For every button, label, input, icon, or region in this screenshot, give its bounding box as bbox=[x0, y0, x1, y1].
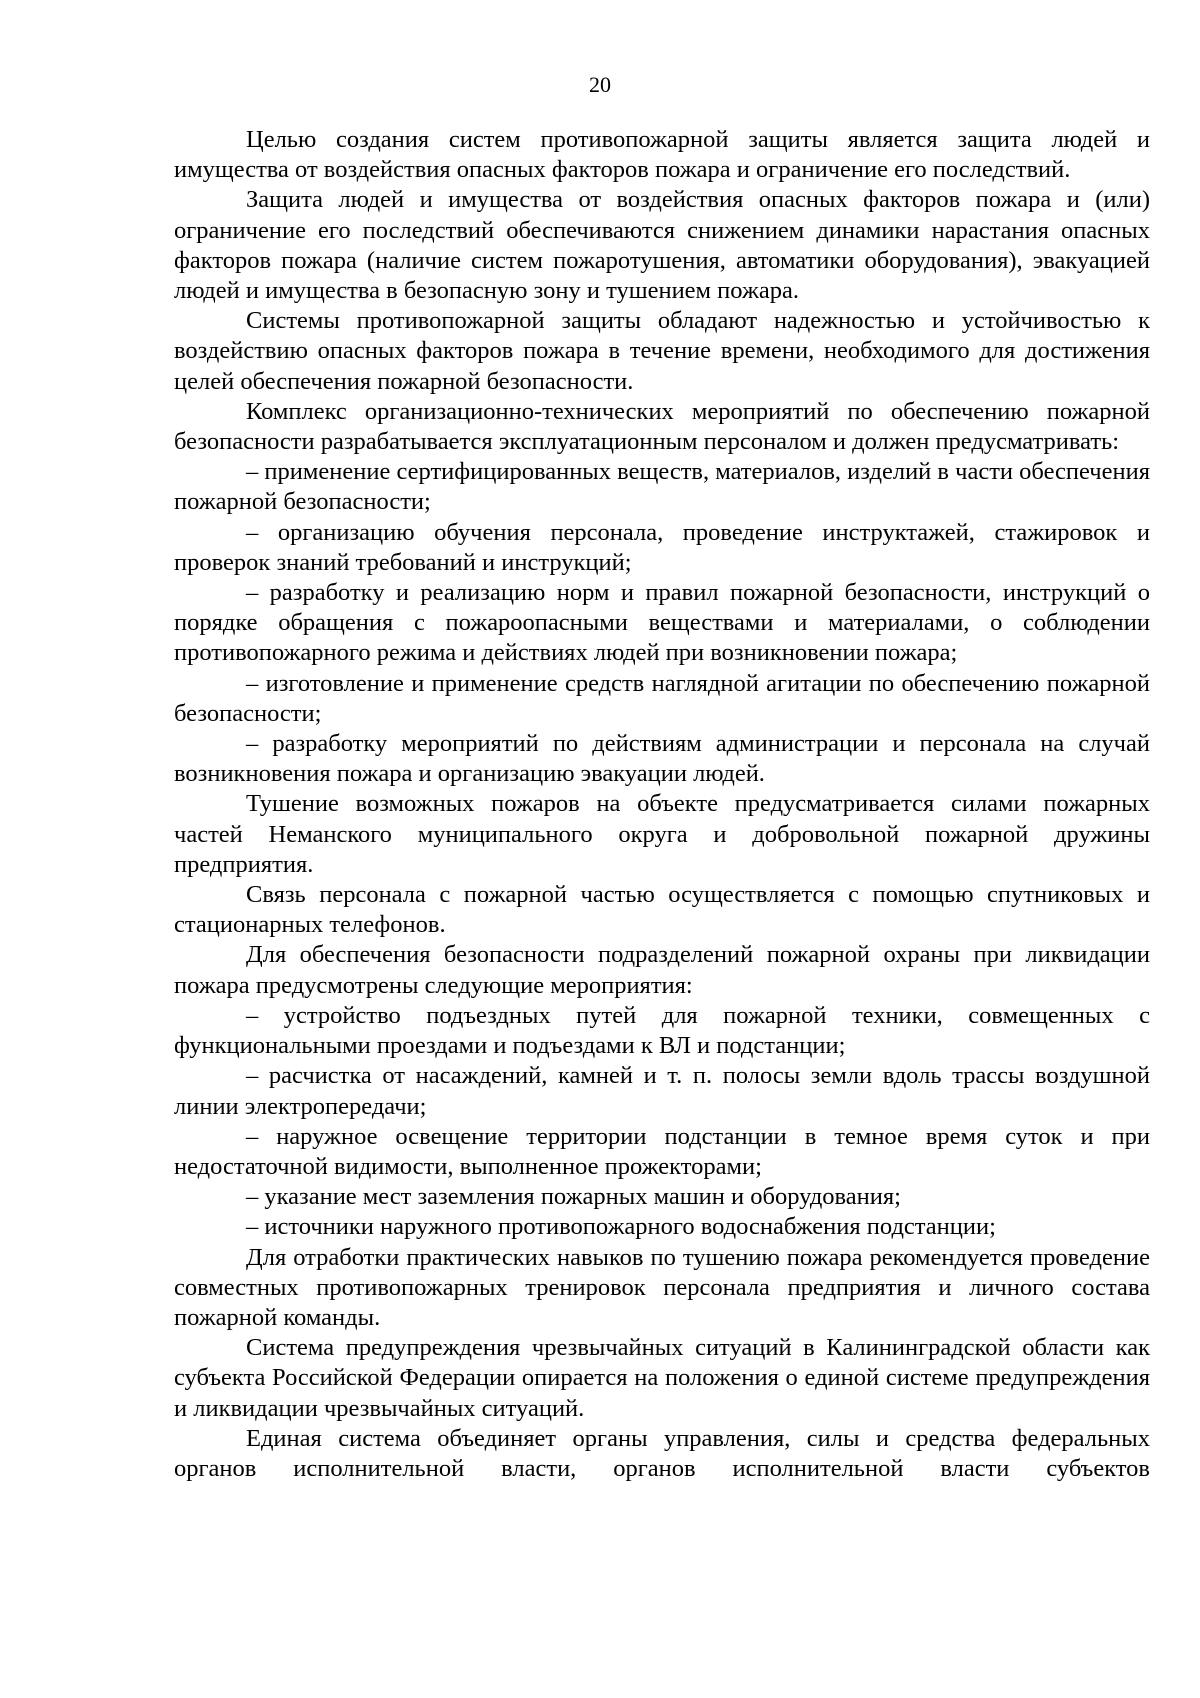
paragraph: Система предупреждения чрезвычайных ситуаций в Калининградской области как субъекта Российской Федерации опирается на положения о единой системе предупреждения и ликвидации чрезвычайных ситуаций. bbox=[174, 1334, 1150, 1422]
paragraph: Системы противопожарной защиты обладают надежностью и устойчивостью к воздействию опасных факторов пожара в течение времени, необходимого для достижения целей обеспечения пожарной безопасности. bbox=[174, 307, 1150, 395]
paragraph: Связь персонала с пожарной частью осуществляется с помощью спутниковых и стационарных телефонов. bbox=[174, 881, 1150, 939]
paragraph: Тушение возможных пожаров на объекте предусматривается силами пожарных частей Неманского муниципального округа и добровольной пожарной дружины предприятия. bbox=[174, 790, 1150, 878]
paragraph: Для обеспечения безопасности подразделений пожарной охраны при ликвидации пожара предусмотрены следующие мероприятия: bbox=[174, 941, 1150, 999]
list-item: – расчистка от насаждений, камней и т. п. полосы земли вдоль трассы воздушной линии электропередачи; bbox=[174, 1062, 1150, 1120]
list-item: – организацию обучения персонала, проведение инструктажей, стажировок и проверок знаний требований и инструкций; bbox=[174, 518, 1150, 576]
paragraph: Защита людей и имущества от воздействия опасных факторов пожара и (или) ограничение его последствий обеспечиваются снижением динамики нарастания опасных факторов пожара (наличие систем пожаротушения, автоматики оборудования), эвакуацией людей и имущества в безопасную зону и тушением пожара. bbox=[174, 186, 1150, 305]
list-item: – источники наружного противопожарного водоснабжения подстанции; bbox=[246, 1213, 996, 1241]
list-item: – изготовление и применение средств наглядной агитации по обеспечению пожарной безопасности; bbox=[174, 669, 1150, 727]
list-item: – разработку мероприятий по действиям администрации и персонала на случай возникновения пожара и организацию эвакуации людей. bbox=[174, 730, 1150, 788]
paragraph: Для отработки практических навыков по тушению пожара рекомендуется проведение совместных противопожарных тренировок персонала предприятия и личного состава пожарной команды. bbox=[174, 1243, 1150, 1331]
paragraph: Единая система объединяет органы управления, силы и средства федеральных органов исполнительной власти, органов исполнительной власти субъектов bbox=[174, 1424, 1150, 1482]
list-item: – указание мест заземления пожарных машин и оборудования; bbox=[246, 1183, 901, 1211]
paragraph: Целью создания систем противопожарной защиты является защита людей и имущества от воздействия опасных факторов пожара и ограничение его последствий. bbox=[174, 126, 1150, 184]
list-item: – применение сертифицированных веществ, материалов, изделий в части обеспечения пожарной безопасности; bbox=[174, 458, 1150, 516]
document-body bbox=[174, 125, 1150, 1484]
list-item: – устройство подъездных путей для пожарной техники, совмещенных с функциональными проездами и подъездами к ВЛ и подстанции; bbox=[174, 1001, 1150, 1060]
list-item: – наружное освещение территории подстанции в темное время суток и при недостаточной видимости, выполненное прожекторами; bbox=[174, 1122, 1150, 1180]
paragraph: Комплекс организационно-технических мероприятий по обеспечению пожарной безопасности разрабатывается эксплуатационным персоналом и должен предусматривать: bbox=[174, 397, 1150, 456]
list-item: – разработку и реализацию норм и правил пожарной безопасности, инструкций о порядке обращения с пожароопасными веществами и материалами, о соблюдении противопожарного режима и действиях людей при возникновении пожара; bbox=[174, 579, 1150, 667]
page-number: 20 bbox=[589, 72, 611, 97]
